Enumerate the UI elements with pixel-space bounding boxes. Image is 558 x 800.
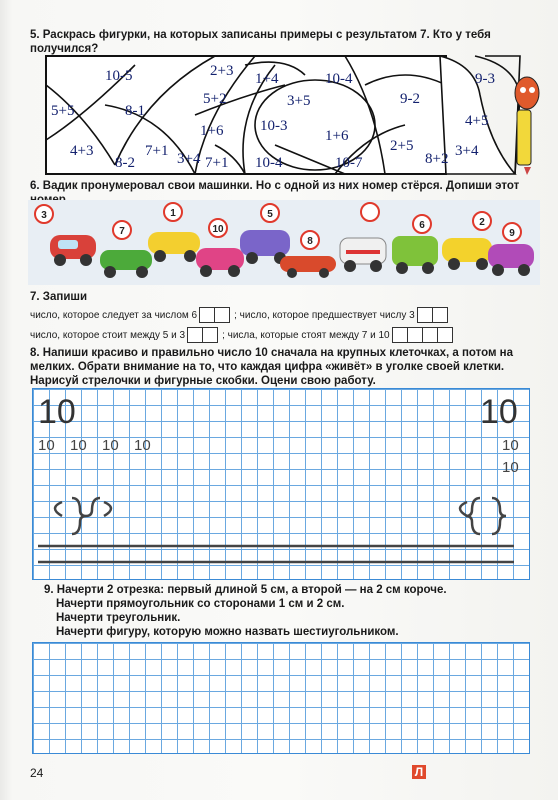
fig-label: 1+6: [325, 128, 349, 144]
fig-label: 8+2: [425, 151, 449, 167]
fig-label: 8-2: [115, 155, 135, 171]
car-number: 9: [509, 228, 515, 239]
answer-cells[interactable]: [393, 326, 453, 346]
fig-label: 7+1: [205, 155, 229, 171]
task9-line: 9. Начерти 2 отрезка: первый длиной 5 см, а второй — на 2 см короче.: [44, 584, 447, 596]
task9-instruction: [44, 583, 544, 639]
answer-cells[interactable]: [188, 326, 218, 346]
cars-row: [28, 200, 540, 285]
car-number: 7: [119, 226, 125, 237]
fig-label: 4+5: [465, 113, 489, 129]
car-number: 5: [267, 209, 273, 220]
sample-number-small: 10: [502, 437, 519, 454]
fig-label: 10-7: [335, 155, 363, 171]
fig-label: 10-3: [260, 118, 288, 134]
fig-label: 10-5: [105, 68, 133, 84]
coloring-picture: [45, 55, 547, 175]
fig-label: 4+3: [70, 143, 94, 159]
sample-number-large: 10: [38, 393, 76, 431]
fig-label: 9-3: [475, 71, 495, 87]
task8-instruction: 8. Напиши красиво и правильно число 10 сначала на крупных клеточках, а потом на мелких. Обрати внимание на то, что каждая цифра «живёт» в уголке своей клетки. Нарисуй стрелочки и фигурные скобки. Оцени свою работу.: [30, 347, 514, 387]
task7-line1b: ; число, которое предшествует числу 3: [234, 310, 415, 321]
fig-label: 2+3: [210, 63, 234, 79]
task7-line1a: число, которое следует за числом 6: [30, 310, 198, 321]
fig-label: 1+6: [200, 123, 224, 139]
car-number: 10: [212, 224, 224, 235]
fig-label: 9-2: [400, 91, 420, 107]
car-number: 6: [419, 220, 425, 231]
page-number: 24: [30, 766, 44, 780]
fig-label: 1+4: [255, 71, 279, 87]
drawing-grid[interactable]: [32, 642, 530, 754]
sample-number-small: 10: [502, 459, 519, 476]
fig-label: 8-1: [125, 103, 145, 119]
fig-label: 3+5: [287, 93, 311, 109]
sample-number-small: 10: [38, 437, 55, 454]
fig-label: 2+5: [390, 138, 414, 154]
task7-line2a: число, которое стоит между 5 и 3: [30, 330, 186, 341]
publisher-logo: Л: [412, 765, 426, 779]
fig-label: 3+4: [177, 151, 201, 167]
car-number: 2: [479, 217, 485, 228]
fig-label: 7+1: [145, 143, 169, 159]
answer-cells[interactable]: [418, 306, 448, 326]
fig-label: 3+4: [455, 143, 479, 159]
sample-number-large: 10: [480, 393, 518, 431]
task7-line2b: ; числа, которые стоят между 7 и 10: [222, 330, 390, 341]
task5-instruction: 5. Раскрась фигурки, на которых записаны примеры с результатом 7. Кто у тебя получился?: [30, 29, 491, 55]
car-number: 1: [170, 208, 176, 219]
task9-line: Начерти треугольник.: [56, 612, 181, 624]
fig-label: 5+5: [51, 103, 75, 119]
car-number: 8: [307, 236, 313, 247]
answer-cells[interactable]: [200, 306, 230, 326]
task7-lines: [30, 306, 457, 346]
writing-samples: [32, 388, 528, 578]
car-number: 3: [41, 210, 47, 221]
fig-label: 10-4: [325, 71, 353, 87]
pencil-character-icon: [515, 77, 539, 175]
task9-line: Начерти фигуру, которую можно назвать шестиугольником.: [56, 626, 399, 638]
task6-instruction: 6. Вадик пронумеровал свои машинки. Но с одной из них номер стёрся. Допиши этот: [30, 180, 520, 192]
task7-title: 7. Запиши: [30, 291, 88, 303]
sample-number-small: 10: [70, 437, 87, 454]
sample-number-small: 10: [134, 437, 151, 454]
fig-label: 10-4: [255, 155, 283, 171]
fig-label: 5+2: [203, 91, 227, 107]
task9-line: Начерти прямоугольник со сторонами 1 см и 2 см.: [56, 598, 345, 610]
sample-number-small: 10: [102, 437, 119, 454]
